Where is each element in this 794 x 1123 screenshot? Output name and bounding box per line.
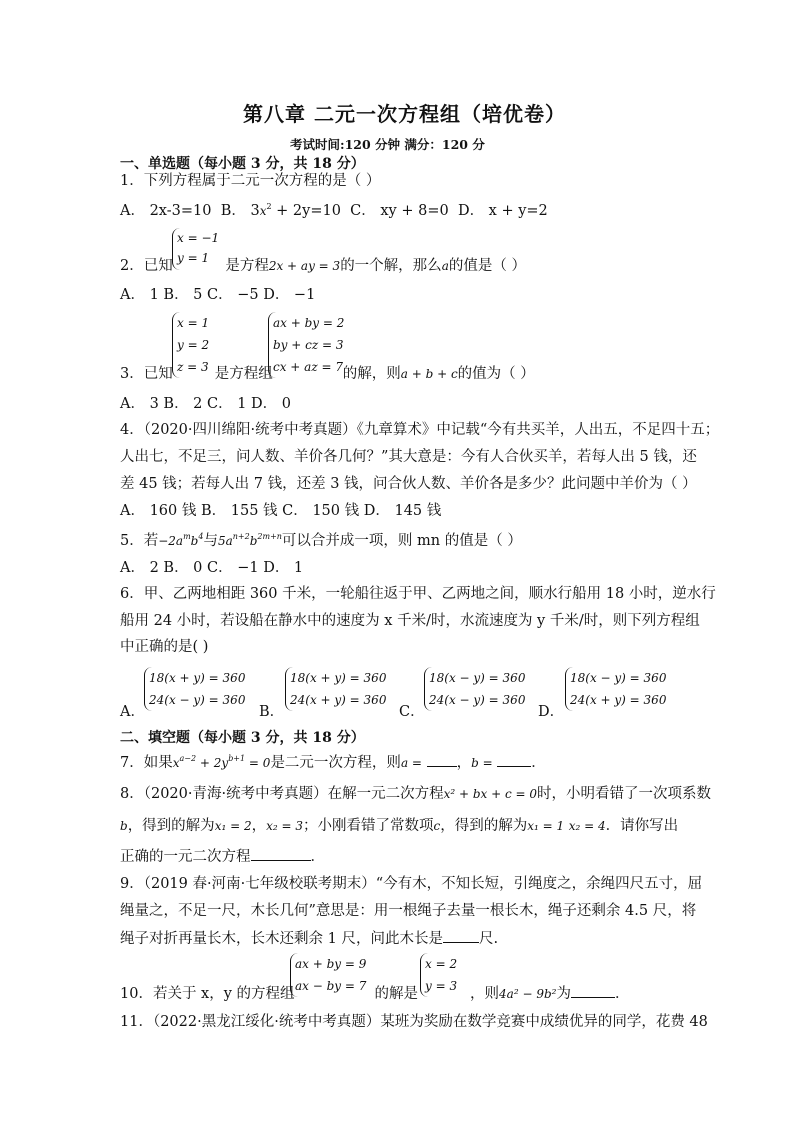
term-2: $5a^{n+2}b^{2m+n}$: [217, 532, 282, 548]
question-3-options: A． 3 B． 2 C． 1 D． 0: [120, 396, 292, 412]
option-b-label: B．: [259, 704, 285, 720]
question-1-options: [120, 201, 548, 223]
question-6-line-3: 中正确的是( ): [120, 639, 209, 655]
section-heading-fill: 二、填空题（每小题 3 分，共 18 分）: [120, 730, 365, 746]
answer-blank-length[interactable]: [443, 928, 479, 943]
question-1-stem: 1．下列方程属于二元一次方程的是（ ）: [120, 173, 381, 189]
answer-blank-equation[interactable]: [251, 846, 311, 861]
answer-blank-b[interactable]: [497, 752, 531, 767]
question-10-stem: 10．若关于 x，y 的方程组 的解是 ，则4a² − 9b²为 ．: [120, 983, 629, 1004]
section-heading-choice: 一、单选题（每小题 3 分，共 18 分）: [120, 156, 365, 172]
question-7-stem: 7．如果$x^{a-2} + 2y^{b+1} = 0$是二元一次方程，则a = ，b = ．: [120, 754, 546, 771]
option-b-system: 18(x + y) = 360 24(x + y) = 360: [285, 667, 386, 711]
option-d-system: 18(x − y) = 360 24(x + y) = 360: [565, 667, 666, 711]
option-c-system: 18(x − y) = 360 24(x − y) = 360: [424, 667, 525, 711]
question-10-solution-system: x = 2 y = 3: [420, 953, 457, 997]
question-4-line-3: 差 45 钱；若每人出 7 钱，还差 3 钱，问合伙人数、羊价各是多少？此问题中羊价为（ ）: [120, 476, 697, 492]
question-4-options: A． 160 钱 B． 155 钱 C． 150 钱 D． 145 钱: [120, 503, 442, 519]
question-6-line-1: 6．甲、乙两地相距 360 千米，一轮船往返于甲、乙两地之间，顺水行船用 18 小时，逆水行: [120, 586, 716, 602]
option-d-label: D．: [538, 704, 565, 720]
question-8-line-3: 正确的一元二次方程 ．: [120, 846, 325, 867]
question-11-line-1: 11．（2022·黑龙江绥化·统考中考真题）某班为奖励在数学竞赛中成绩优异的同学，花费 48: [120, 1014, 708, 1030]
question-8-line-2: b，得到的解为x₁ = 2，x₂ = 3；小刚看错了常数项c，得到的解为x₁ = 1 x₂ = 4．请你写出: [120, 818, 679, 834]
question-3-stem: 3．已知 是方程组 的解，则a + b + c的值为（ ）: [120, 366, 535, 382]
question-2-stem: 2．已知 是方程2x + ay = 3的一个解，那么a的值是（ ）: [120, 258, 526, 274]
term-1: $-2a^mb^4$: [158, 532, 204, 548]
question-4-line-2: 人出七，不足三，问人数、羊价各几何？”其大意是：今有人合伙买羊，若每人出 5 钱，还: [120, 449, 697, 465]
question-9-line-2: 绳量之，不足一尺，木长几何”意思是：用一根绳子去量一根长木，绳子还剩余 4.5 尺，将: [120, 903, 697, 919]
question-2-options: A． 1 B． 5 C． −5 D． −1: [120, 287, 316, 303]
question-3-equation-system: ax + by = 2 by + cz = 3 cx + az = 7: [268, 312, 344, 378]
question-5-options: A． 2 B． 0 C． −1 D． 1: [120, 560, 304, 576]
answer-blank-value[interactable]: [571, 983, 615, 998]
question-3-solution-system: x = 1 y = 2 z = 3: [172, 312, 209, 378]
option-a-label: A．: [120, 704, 145, 720]
exam-info: 考试时间:120 分钟 满分：120 分: [290, 137, 485, 152]
option-b: B． $3x^2 + 2y=10$: [220, 202, 341, 219]
question-4-line-1: 4．（2020·四川绵阳·统考中考真题）《九章算术》中记载“今有共买羊，人出五，不足四十五；: [120, 422, 720, 438]
page-title: 第八章 二元一次方程组（培优卷）: [243, 102, 566, 126]
question-2-solution-system: x = −1 y = 1: [172, 228, 219, 270]
question-8-line-1: 8．（2020·青海·统考中考真题）在解一元二次方程x² + bx + c = 0时，小明看错了一次项系数: [120, 786, 712, 802]
equation: $x^{a-2} + 2y^{b+1} = 0$: [172, 754, 271, 770]
question-5-stem: 5．若$-2a^mb^4$与$5a^{n+2}b^{2m+n}$可以合并成一项，则 mn 的值是（ ）: [120, 532, 522, 549]
question-9-line-1: 9．（2019 春·河南·七年级校联考期末）“今有木，不知长短，引绳度之，余绳四尺五寸，屈: [120, 876, 703, 892]
question-9-line-3: 绳子对折再量长木，长木还剩余 1 尺，问此木长是 尺.: [120, 928, 498, 949]
option-c: C． xy + 8=0: [350, 203, 449, 219]
question-6-line-2: 船用 24 小时，若设船在静水中的速度为 x 千米/时，水流速度为 y 千米/时，则下列方程组: [120, 613, 700, 629]
option-c-label: C．: [399, 704, 425, 720]
question-10-equation-system: ax + by = 9 ax − by = 7: [290, 953, 366, 997]
answer-blank-a[interactable]: [427, 752, 457, 767]
option-a: A． 2x-3=10: [120, 203, 212, 219]
option-a-system: 18(x + y) = 360 24(x − y) = 360: [144, 667, 245, 711]
option-d: D． x + y=2: [457, 203, 548, 219]
